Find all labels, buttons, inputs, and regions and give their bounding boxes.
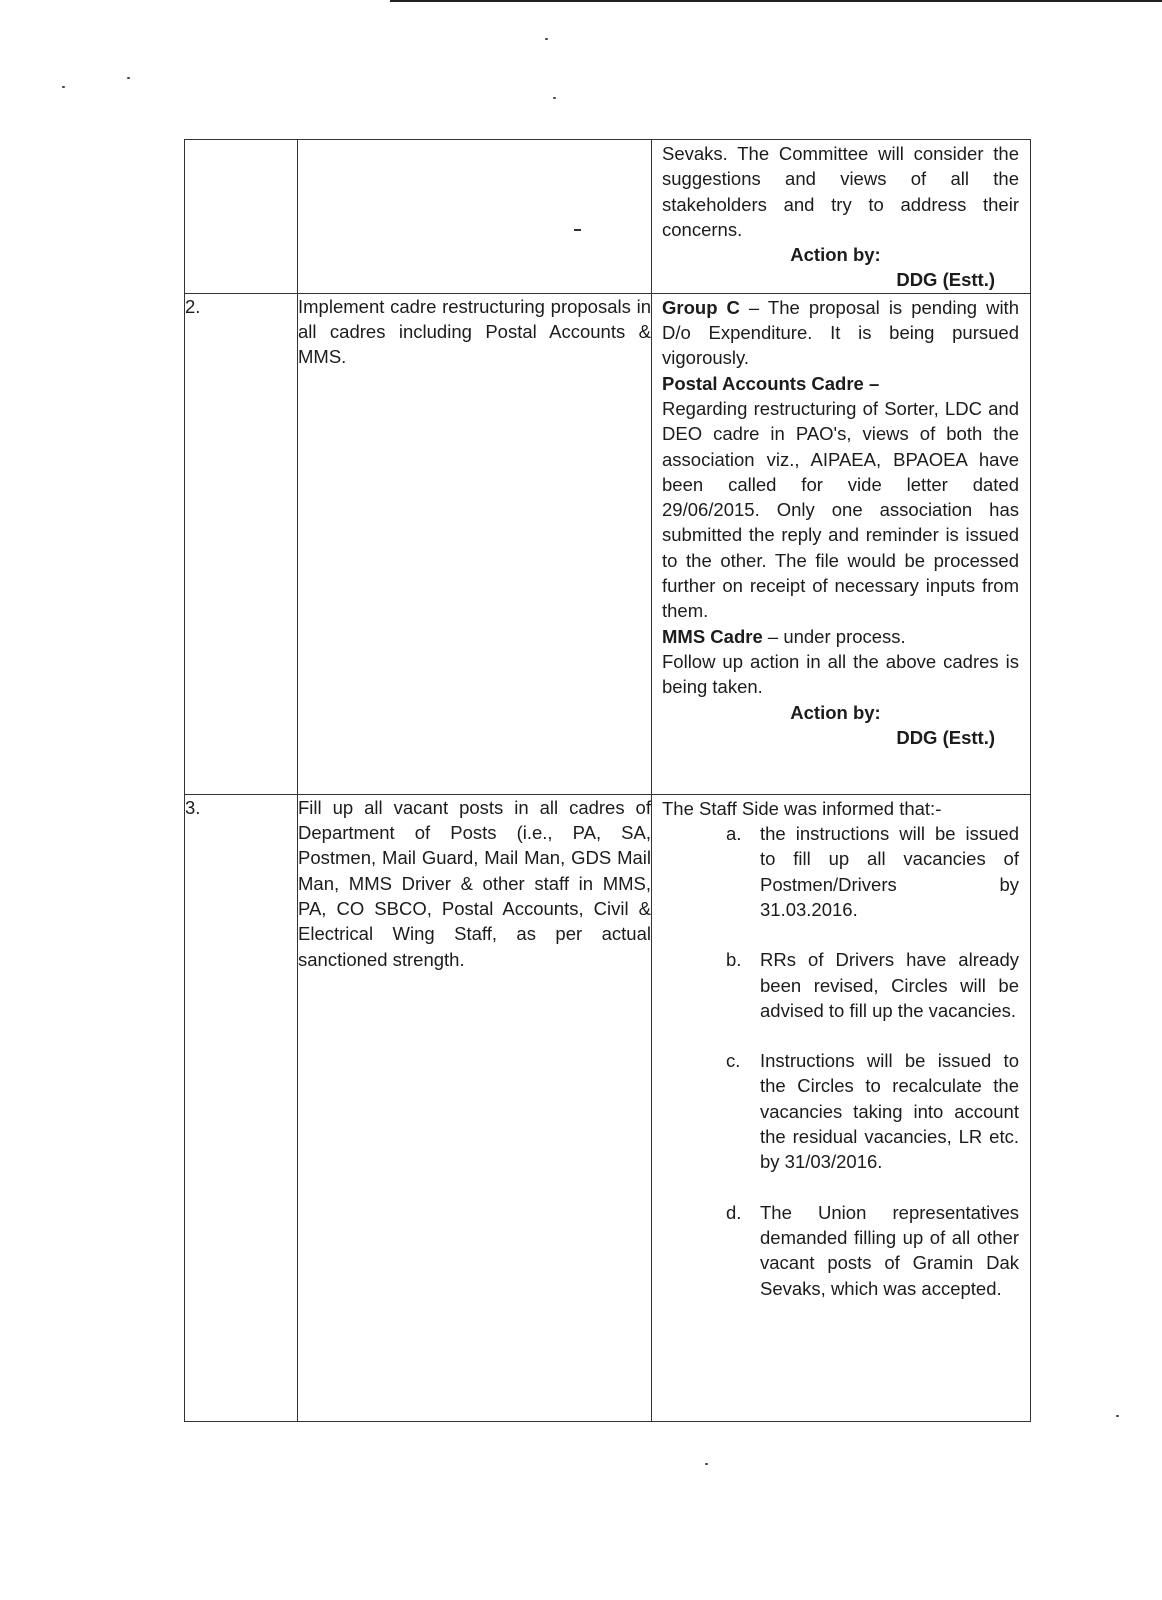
- table-row: [185, 794, 1031, 1421]
- issue-cell: [298, 140, 652, 294]
- top-scan-edge-line: [390, 0, 1162, 2]
- list-item-marker: c.: [726, 1050, 741, 1072]
- response-cell: [652, 293, 1031, 794]
- list-item-marker: a.: [726, 823, 742, 845]
- list-item: [726, 947, 1019, 1023]
- table-row: [185, 293, 1031, 794]
- list-item-text: RRs of Drivers have already been revised, Circles will be advised to fill up the vacancies.: [760, 949, 1019, 1021]
- scan-speck: [553, 97, 556, 99]
- list-item: [726, 1200, 1019, 1301]
- row-number-cell: [185, 140, 298, 294]
- response-cell: [652, 794, 1031, 1421]
- scan-speck: [705, 1463, 708, 1465]
- spacer: [662, 1023, 1019, 1048]
- action-by-value: DDG (Estt.): [896, 269, 995, 291]
- list-item: [726, 1048, 1019, 1174]
- spacer: [662, 922, 1019, 947]
- list-item-marker: b.: [726, 949, 742, 971]
- group-c-heading: Group C: [662, 296, 740, 318]
- table-row: [185, 140, 1031, 294]
- list-item-text: the instructions will be issued to fill up all vacancies of Postmen/Drivers by 31.03.2016.: [760, 823, 1019, 920]
- list-item-marker: d.: [726, 1201, 742, 1223]
- spacer: [662, 1175, 1019, 1200]
- postal-accounts-heading: Postal Accounts Cadre –: [662, 372, 880, 394]
- response-cell: [652, 140, 1031, 294]
- list-item: [726, 821, 1019, 922]
- response-text: Sevaks. The Committee will consider the suggestions and views of all the stakeholders and try to address their concerns.: [662, 143, 1019, 240]
- scan-speck: [127, 77, 130, 79]
- group-c-text: – The proposal is pending with D/o Expenditure. It is being pursued vigorously.: [662, 296, 1019, 369]
- mms-paragraph: [662, 624, 1019, 649]
- group-c-paragraph: [662, 295, 1019, 371]
- response-intro: The Staff Side was informed that:-: [662, 797, 942, 819]
- scan-speck: [545, 38, 548, 40]
- list-item-text: The Union representatives demanded filling up of all other vacant posts of Gramin Dak Sevaks, which was accepted.: [760, 1201, 1019, 1299]
- row-number-cell: 3.: [185, 794, 298, 1421]
- action-by-label: Action by:: [790, 701, 881, 723]
- minutes-table: [184, 139, 1031, 1422]
- scan-speck: [62, 86, 65, 88]
- follow-up-text: Follow up action in all the above cadres is being taken.: [662, 650, 1019, 698]
- list-item-text: Instructions will be issued to the Circles to recalculate the vacancies taking into account the residual vacancies, LR etc. by 31/03/2016.: [760, 1050, 1019, 1173]
- row-number-cell: 2.: [185, 293, 298, 794]
- postal-accounts-text: Regarding restructuring of Sorter, LDC and DEO cadre in PAO's, views of both the association viz., AIPAEA, BPAOEA have been called for vide letter dated 29/06/2015. Only one association has submitted the reply and reminder is issued to the other. The file would be processed further on receipt of necessary inputs from them.: [662, 397, 1019, 622]
- issue-cell: Fill up all vacant posts in all cadres of Department of Posts (i.e., PA, SA, Postmen, Mail Guard, Mail Man, GDS Mail Man, MMS Driver & other staff in MMS, PA, CO SBCO, Postal Accounts, Civil & Electrical Wing Staff, as per actual sanctioned strength.: [298, 794, 652, 1421]
- scan-speck: [1116, 1415, 1119, 1417]
- issue-cell: Implement cadre restructuring proposals in all cadres including Postal Accounts & MMS.: [298, 293, 652, 794]
- action-by-label: Action by:: [790, 244, 881, 266]
- mms-heading: MMS Cadre: [662, 625, 763, 647]
- action-by-value: DDG (Estt.): [896, 726, 995, 748]
- mms-text: – under process.: [762, 625, 906, 647]
